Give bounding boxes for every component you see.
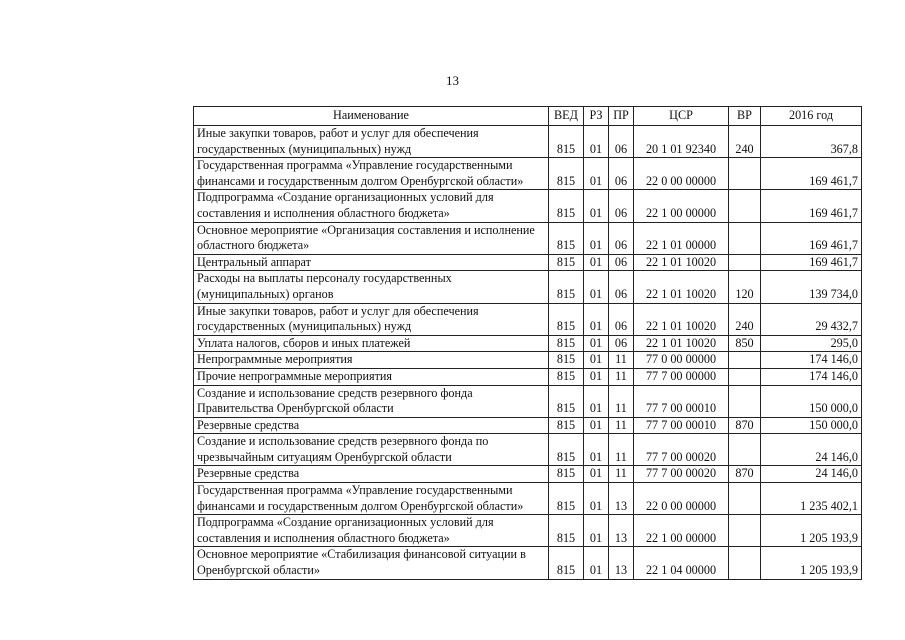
table-row — [194, 352, 862, 369]
table-cell-ved: 815 — [549, 547, 584, 579]
table-cell-ved: 815 — [549, 271, 584, 303]
table-cell-name: Государственная программа «Управление государственными финансами и государственным долгом Оренбургской области» — [194, 158, 549, 190]
table-row — [194, 466, 862, 483]
table-cell-csr: 22 1 01 10020 — [634, 335, 729, 352]
table-cell-rz: 01 — [584, 303, 609, 335]
table-cell-pr: 11 — [609, 352, 634, 369]
table-cell-ved: 815 — [549, 515, 584, 547]
table-cell-pr: 11 — [609, 385, 634, 417]
table-cell-pr: 13 — [609, 483, 634, 515]
table-cell-name: Создание и использование средств резервного фонда по чрезвычайным ситуациям Оренбургской области — [194, 434, 549, 466]
table-cell-csr: 22 0 00 00000 — [634, 158, 729, 190]
table-cell-sum: 169 461,7 — [761, 254, 862, 271]
budget-table — [193, 106, 862, 580]
table-cell-ved: 815 — [549, 335, 584, 352]
table-cell-rz: 01 — [584, 222, 609, 254]
table-cell-rz: 01 — [584, 547, 609, 579]
table-cell-rz: 01 — [584, 466, 609, 483]
table-row — [194, 222, 862, 254]
table-cell-name: Резервные средства — [194, 417, 549, 434]
table-cell-csr: 22 1 01 10020 — [634, 254, 729, 271]
table-cell-ved: 815 — [549, 190, 584, 222]
header-rz: РЗ — [584, 107, 609, 126]
table-cell-vr — [729, 515, 761, 547]
table-row — [194, 368, 862, 385]
table-cell-ved: 815 — [549, 385, 584, 417]
table-cell-pr: 11 — [609, 368, 634, 385]
table-row — [194, 254, 862, 271]
table-cell-vr: 870 — [729, 417, 761, 434]
table-cell-vr — [729, 222, 761, 254]
table-row — [194, 434, 862, 466]
table-cell-csr: 77 0 00 00000 — [634, 352, 729, 369]
table-cell-vr — [729, 483, 761, 515]
header-name: Наименование — [194, 107, 549, 126]
table-cell-csr: 22 1 00 00000 — [634, 515, 729, 547]
table-cell-name: Основное мероприятие «Стабилизация финансовой ситуации в Оренбургской области» — [194, 547, 549, 579]
table-cell-csr: 77 7 00 00020 — [634, 434, 729, 466]
table-cell-csr: 77 7 00 00000 — [634, 368, 729, 385]
table-cell-sum: 1 205 193,9 — [761, 515, 862, 547]
table-cell-csr: 20 1 01 92340 — [634, 126, 729, 158]
table-cell-rz: 01 — [584, 126, 609, 158]
table-cell-ved: 815 — [549, 158, 584, 190]
table-cell-name: Уплата налогов, сборов и иных платежей — [194, 335, 549, 352]
table-row — [194, 271, 862, 303]
table-cell-vr — [729, 385, 761, 417]
table-cell-sum: 24 146,0 — [761, 466, 862, 483]
table-cell-sum: 174 146,0 — [761, 352, 862, 369]
table-cell-ved: 815 — [549, 352, 584, 369]
table-cell-vr — [729, 434, 761, 466]
table-cell-sum: 295,0 — [761, 335, 862, 352]
table-cell-name: Подпрограмма «Создание организационных условий для составления и исполнения областного бюджета» — [194, 190, 549, 222]
table-cell-rz: 01 — [584, 254, 609, 271]
table-cell-pr: 06 — [609, 335, 634, 352]
table-cell-rz: 01 — [584, 271, 609, 303]
table-cell-sum: 169 461,7 — [761, 222, 862, 254]
table-cell-sum: 150 000,0 — [761, 385, 862, 417]
table-cell-ved: 815 — [549, 126, 584, 158]
table-cell-ved: 815 — [549, 434, 584, 466]
table-cell-csr: 77 7 00 00010 — [634, 385, 729, 417]
table-row — [194, 385, 862, 417]
table-cell-rz: 01 — [584, 335, 609, 352]
header-pr: ПР — [609, 107, 634, 126]
table-cell-ved: 815 — [549, 417, 584, 434]
table-cell-ved: 815 — [549, 466, 584, 483]
table-cell-csr: 22 1 01 10020 — [634, 303, 729, 335]
table-cell-rz: 01 — [584, 417, 609, 434]
table-cell-pr: 13 — [609, 515, 634, 547]
table-cell-pr: 11 — [609, 466, 634, 483]
table-cell-name: Создание и использование средств резервного фонда Правительства Оренбургской области — [194, 385, 549, 417]
table-cell-vr: 120 — [729, 271, 761, 303]
table-cell-name: Иные закупки товаров, работ и услуг для обеспечения государственных (муниципальных) нужд — [194, 303, 549, 335]
table-cell-pr: 06 — [609, 190, 634, 222]
table-row — [194, 126, 862, 158]
table-cell-name: Государственная программа «Управление государственными финансами и государственным долгом Оренбургской области» — [194, 483, 549, 515]
table-cell-ved: 815 — [549, 222, 584, 254]
table-cell-pr: 13 — [609, 547, 634, 579]
table-row — [194, 158, 862, 190]
table-cell-vr — [729, 158, 761, 190]
table-cell-rz: 01 — [584, 483, 609, 515]
table-cell-pr: 11 — [609, 434, 634, 466]
table-cell-sum: 174 146,0 — [761, 368, 862, 385]
table-cell-vr: 870 — [729, 466, 761, 483]
table-cell-pr: 06 — [609, 126, 634, 158]
table-cell-csr: 22 1 01 00000 — [634, 222, 729, 254]
table-cell-vr — [729, 190, 761, 222]
table-cell-vr — [729, 547, 761, 579]
table-cell-name: Иные закупки товаров, работ и услуг для обеспечения государственных (муниципальных) нужд — [194, 126, 549, 158]
table-row — [194, 417, 862, 434]
table-header-row — [194, 107, 862, 126]
table-cell-csr: 77 7 00 00020 — [634, 466, 729, 483]
table-cell-sum: 29 432,7 — [761, 303, 862, 335]
table-row — [194, 335, 862, 352]
table-cell-sum: 169 461,7 — [761, 190, 862, 222]
table-cell-csr: 22 1 00 00000 — [634, 190, 729, 222]
table-cell-rz: 01 — [584, 515, 609, 547]
header-year: 2016 год — [761, 107, 862, 126]
header-vr: ВР — [729, 107, 761, 126]
page-number: 13 — [446, 73, 459, 88]
table-cell-rz: 01 — [584, 368, 609, 385]
table-cell-pr: 06 — [609, 254, 634, 271]
table-cell-vr: 240 — [729, 303, 761, 335]
table-cell-pr: 06 — [609, 222, 634, 254]
table-cell-sum: 24 146,0 — [761, 434, 862, 466]
table-cell-sum: 169 461,7 — [761, 158, 862, 190]
table-cell-pr: 11 — [609, 417, 634, 434]
table-cell-pr: 06 — [609, 271, 634, 303]
table-cell-csr: 77 7 00 00010 — [634, 417, 729, 434]
table-cell-vr — [729, 254, 761, 271]
table-cell-sum: 150 000,0 — [761, 417, 862, 434]
table-cell-csr: 22 1 01 10020 — [634, 271, 729, 303]
table-cell-vr: 850 — [729, 335, 761, 352]
table-cell-pr: 06 — [609, 303, 634, 335]
table-cell-rz: 01 — [584, 158, 609, 190]
table-cell-pr: 06 — [609, 158, 634, 190]
table-cell-rz: 01 — [584, 352, 609, 369]
table-row — [194, 483, 862, 515]
table-cell-name: Расходы на выплаты персоналу государственных (муниципальных) органов — [194, 271, 549, 303]
table-cell-name: Резервные средства — [194, 466, 549, 483]
table-cell-name: Прочие непрограммные мероприятия — [194, 368, 549, 385]
table-cell-csr: 22 1 04 00000 — [634, 547, 729, 579]
table-cell-sum: 1 235 402,1 — [761, 483, 862, 515]
table-row — [194, 190, 862, 222]
table-row — [194, 515, 862, 547]
table-row — [194, 547, 862, 579]
table-cell-sum: 1 205 193,9 — [761, 547, 862, 579]
table-cell-ved: 815 — [549, 254, 584, 271]
table-cell-ved: 815 — [549, 368, 584, 385]
header-ved: ВЕД — [549, 107, 584, 126]
table-cell-rz: 01 — [584, 385, 609, 417]
table-cell-name: Основное мероприятие «Организация составления и исполнение областного бюджета» — [194, 222, 549, 254]
table-cell-vr — [729, 352, 761, 369]
table-cell-ved: 815 — [549, 483, 584, 515]
header-csr: ЦСР — [634, 107, 729, 126]
table-cell-vr — [729, 368, 761, 385]
table-cell-ved: 815 — [549, 303, 584, 335]
table-cell-name: Подпрограмма «Создание организационных условий для составления и исполнения областного бюджета» — [194, 515, 549, 547]
table-cell-name: Непрограммные мероприятия — [194, 352, 549, 369]
table-cell-sum: 367,8 — [761, 126, 862, 158]
table-cell-sum: 139 734,0 — [761, 271, 862, 303]
table-row — [194, 303, 862, 335]
table-cell-rz: 01 — [584, 434, 609, 466]
table-cell-rz: 01 — [584, 190, 609, 222]
table-cell-vr: 240 — [729, 126, 761, 158]
table-cell-name: Центральный аппарат — [194, 254, 549, 271]
table-cell-csr: 22 0 00 00000 — [634, 483, 729, 515]
